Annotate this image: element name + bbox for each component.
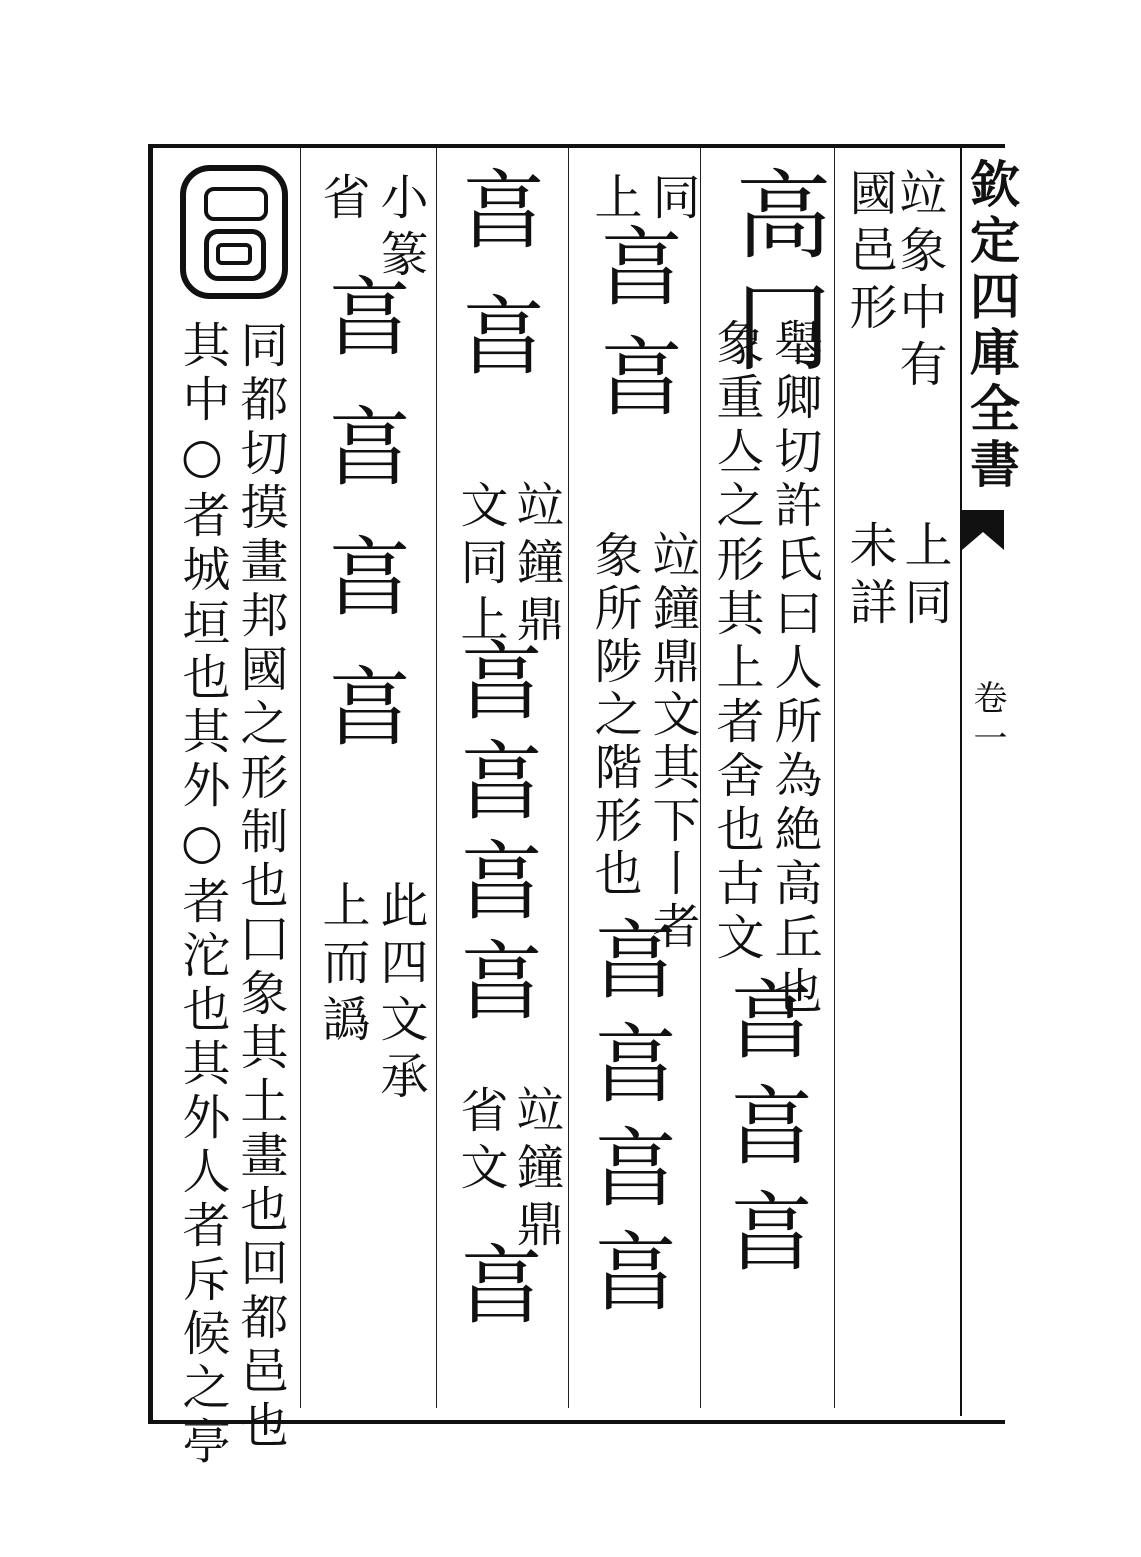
note-text: 竝鐘鼎 — [508, 1085, 564, 1256]
note-text: 上 — [586, 172, 642, 229]
column-rule — [568, 148, 569, 1408]
seal-glyph: 亯亯亯亯 — [443, 636, 543, 1036]
note-text: 省 — [314, 172, 370, 229]
entry-text: 竝鐘鼎文其下丨者 — [644, 530, 700, 954]
entry-text: 舉卿切許氏曰人所為絶高丘也 — [766, 318, 822, 1020]
column-rule — [436, 148, 437, 1408]
note-text: 小篆 — [372, 172, 428, 286]
note-text: 未詳 — [841, 520, 897, 634]
note-text: 此四文承 — [372, 880, 428, 1108]
seal-glyph: 亯亯亯亯 — [311, 272, 411, 792]
book-title: 欽定四庫全書 — [962, 158, 1021, 494]
entry-text: 象重亼之形其上者舍也古文 — [708, 318, 764, 966]
entry-text: 同都切摸畫邦國之形制也囗象其土畫也回都邑也 — [232, 320, 288, 1454]
seal-glyph-box — [180, 165, 288, 299]
seal-glyph: 高冂 — [720, 165, 832, 389]
entry-text: 其中○者城垣也其外○者沱也其外人者斥候之亭 — [174, 320, 230, 1470]
note-text: 竝象中有 — [891, 168, 947, 396]
seal-glyph: 亯亯亯 — [713, 975, 813, 1293]
column-rule — [700, 148, 701, 1408]
column-rule — [834, 148, 835, 1408]
note-text: 上而譌 — [314, 880, 370, 1051]
seal-glyph: 亯亯亯亯 — [577, 915, 677, 1331]
seal-glyph: 亯 — [443, 1240, 543, 1342]
seal-glyph: 亯亯 — [583, 222, 683, 442]
seal-glyph: 亯亯 — [445, 165, 545, 417]
note-text: 省文 — [452, 1085, 508, 1199]
volume-label: 卷一 — [967, 680, 1007, 760]
note-text: 同 — [644, 172, 700, 229]
column-rule — [300, 148, 301, 1408]
note-text: 竝鐘鼎 — [508, 480, 564, 651]
note-text: 國邑形 — [841, 168, 897, 339]
note-text: 文同上 — [452, 480, 508, 651]
note-text: 上同 — [896, 520, 952, 634]
entry-text: 象所陟之階形也 — [586, 530, 642, 901]
